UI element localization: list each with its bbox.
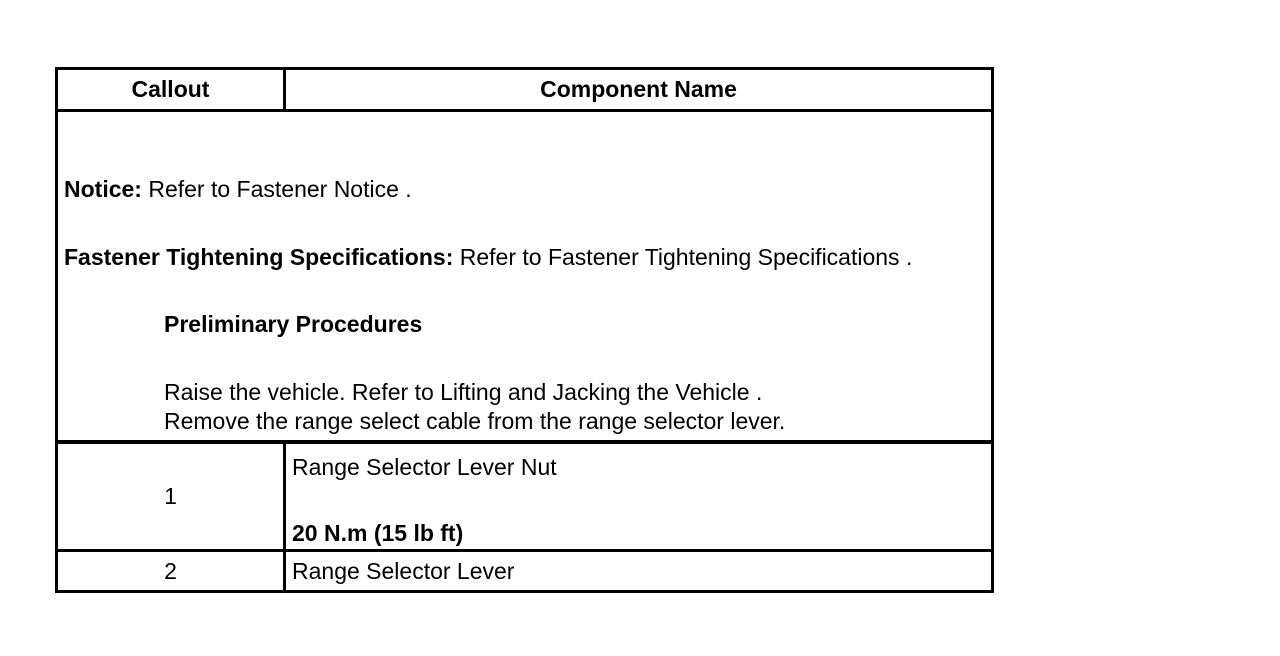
callout-column-header: Callout xyxy=(58,70,286,109)
fastener-spec-line xyxy=(64,244,912,271)
component-name: Range Selector Lever xyxy=(292,557,515,584)
notes-row xyxy=(58,112,991,444)
preliminary-procedures-title: Preliminary Procedures xyxy=(164,311,423,337)
fastener-spec-text: Refer to Fastener Tightening Specifications . xyxy=(453,244,913,270)
component-name-column-header: Component Name xyxy=(540,76,737,102)
procedure-step: Raise the vehicle. Refer to Lifting and Jacking the Vehicle . xyxy=(164,379,763,405)
notice-label: Notice: xyxy=(64,176,142,202)
callout-number: 1 xyxy=(58,444,286,549)
component-name: Range Selector Lever Nut xyxy=(292,454,557,480)
fastener-spec-label: Fastener Tightening Specifications: xyxy=(64,244,454,270)
notes-content xyxy=(64,70,987,440)
component-table xyxy=(55,67,994,593)
component-name-cell xyxy=(286,444,991,549)
table-row xyxy=(58,444,991,552)
table-row xyxy=(58,552,991,590)
notice-text: Refer to Fastener Notice . xyxy=(141,176,412,202)
procedure-step: Remove the range select cable from the range selector lever. xyxy=(164,408,786,434)
torque-spec: 20 N.m (15 lb ft) xyxy=(292,520,464,546)
notice-line xyxy=(64,176,412,203)
callout-number: 2 xyxy=(58,552,286,590)
